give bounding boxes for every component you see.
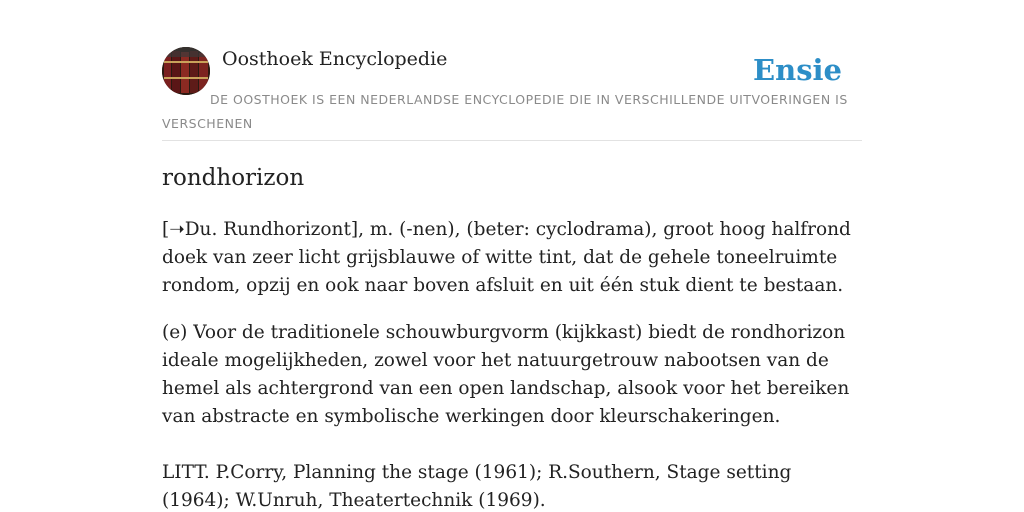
site-tagline: DE OOSTHOEK IS EEN NEDERLANDSE ENCYCLOPEDIE DIE IN VERSCHILLENDE UITVOERINGEN IS VERSCHENEN (162, 92, 848, 131)
site-name[interactable]: Oosthoek Encyclopedie (222, 48, 448, 70)
article-literature: LITT. P.Corry, Planning the stage (1961); R.Southern, Stage setting (1964); W.Unruh, Theatertechnik (1969). (162, 462, 792, 511)
site-header (162, 46, 862, 141)
article-title: rondhorizon (162, 165, 305, 191)
article-paragraph: (e) Voor de traditionele schouwburgvorm (kijkkast) biedt de rondhorizon ideale mogelijkheden, zowel voor het natuurgetrouw nabootsen van de hemel als achtergrond van een open landschap, alsook voor het bereiken van abstracte en symbolische werkingen door kleurschakeringen. (162, 322, 850, 427)
article-paragraph: [➝Du. Rundhorizont], m. (-nen), (beter: cyclodrama), groot hoog halfrond doek van zeer licht grijsblauwe of witte tint, dat de gehele toneelruimte rondom, opzij en ook naar boven afsluit en uit één stuk dient te bestaan. (162, 219, 851, 296)
brand-logo[interactable]: Ensie (753, 53, 842, 87)
